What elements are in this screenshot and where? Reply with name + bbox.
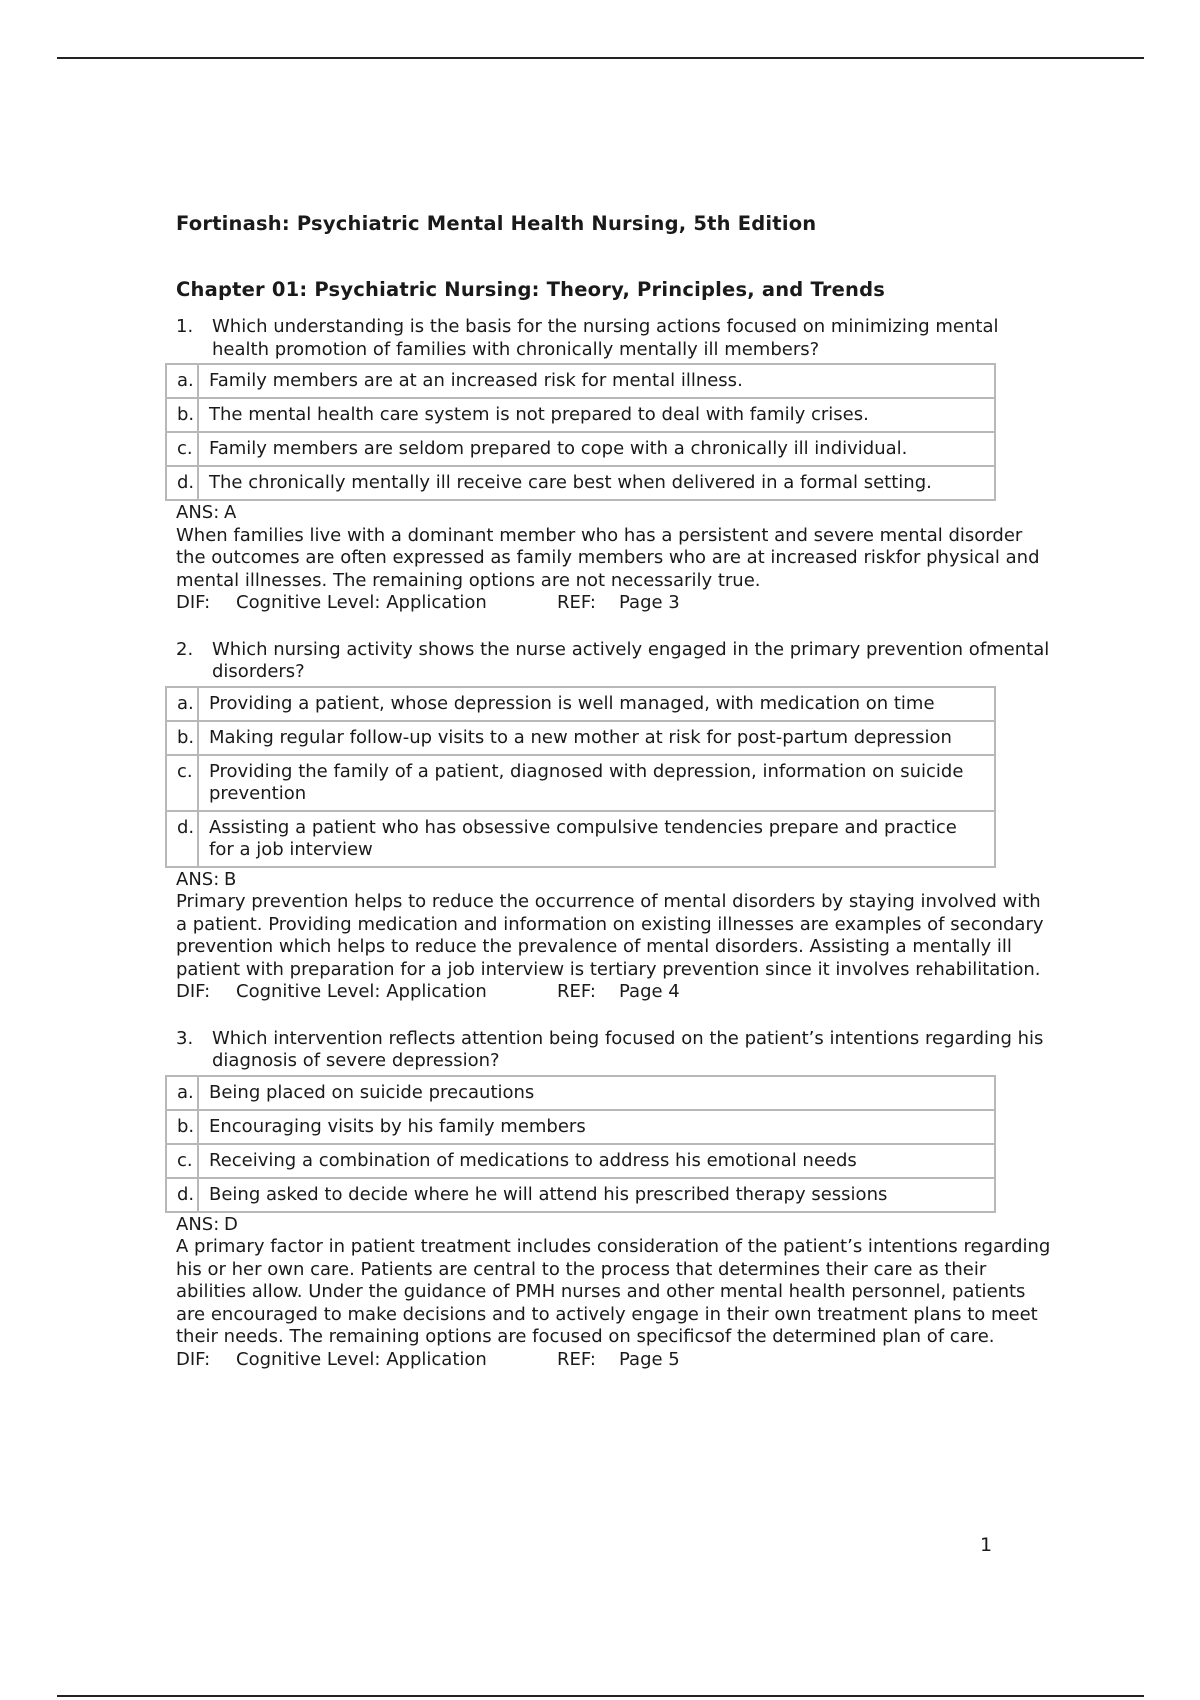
question-text: Which nursing activity shows the nurse actively engaged in the primary prevention ofmental disorders? — [212, 638, 1050, 682]
option-text: Being asked to decide where he will attend his prescribed therapy sessions — [198, 1178, 995, 1212]
header-rule — [57, 57, 1144, 59]
option-letter: b. — [166, 1110, 198, 1144]
option-text: Making regular follow-up visits to a new mother at risk for post-partum depression — [198, 721, 995, 755]
dif-label: DIF: — [176, 1348, 211, 1370]
question-1 — [176, 316, 1056, 615]
dif-label: DIF: — [176, 592, 211, 613]
question-3 — [176, 1028, 1056, 1372]
option-text: Assisting a patient who has obsessive compulsive tendencies prepare and practice for a job interview — [198, 811, 995, 867]
option-text: Family members are at an increased risk for mental illness. — [198, 364, 995, 398]
cognitive-level: Cognitive Level: Application — [236, 981, 487, 1002]
option-text: Providing the family of a patient, diagnosed with depression, information on suicide prevention — [198, 755, 995, 811]
question-number: 2. — [176, 638, 194, 660]
answer-label: ANS: — [176, 1213, 220, 1235]
cognitive-level: Cognitive Level: Application — [236, 592, 487, 613]
rationale: Primary prevention helps to reduce the occurrence of mental disorders by staying involved with a patient. Providing medication and information on existing illnesses are examples of secondary prevention which helps to reduce the prevalence of mental disorders. Assisting a mentally ill patient with preparation for a job interview is tertiary prevention since it involves rehabilitation. — [176, 891, 1044, 980]
option-row — [166, 1178, 995, 1212]
options-table — [165, 686, 996, 868]
meta-line — [176, 981, 1056, 1004]
option-text: The chronically mentally ill receive care best when delivered in a formal setting. — [198, 466, 995, 500]
option-letter: d. — [166, 466, 198, 500]
answer-value: A — [224, 502, 237, 523]
option-text: Providing a patient, whose depression is well managed, with medication on time — [198, 687, 995, 721]
option-row — [166, 755, 995, 811]
question-stem — [176, 316, 1056, 361]
option-letter: b. — [166, 721, 198, 755]
option-letter: d. — [166, 811, 198, 867]
page-ref: Page 3 — [619, 592, 680, 613]
ref-label: REF: — [557, 1348, 596, 1370]
chapter-title: Chapter 01: Psychiatric Nursing: Theory, Principles, and Trends — [176, 278, 886, 301]
meta-line — [176, 592, 1056, 615]
question-text: Which understanding is the basis for the nursing actions focused on minimizing mental health promotion of families with chronically mentally ill members? — [212, 316, 999, 360]
question-number: 3. — [176, 1027, 194, 1049]
option-letter: a. — [166, 687, 198, 721]
answer-line — [176, 869, 1056, 892]
option-row — [166, 398, 995, 432]
option-row — [166, 466, 995, 500]
option-text: Encouraging visits by his family members — [198, 1110, 995, 1144]
option-text: Receiving a combination of medications to address his emotional needs — [198, 1144, 995, 1178]
options-table — [165, 363, 996, 501]
answer-label: ANS: — [176, 868, 220, 890]
ref-label: REF: — [557, 981, 596, 1002]
option-letter: d. — [166, 1178, 198, 1212]
ref-label: REF: — [557, 592, 596, 613]
answer-line — [176, 502, 1056, 525]
answer-line — [176, 1214, 1056, 1237]
option-row — [166, 1076, 995, 1110]
option-text: Family members are seldom prepared to cope with a chronically ill individual. — [198, 432, 995, 466]
question-text: Which intervention reflects attention being focused on the patient’s intentions regarding his diagnosis of severe depression? — [212, 1027, 1044, 1071]
answer-value: D — [224, 1213, 238, 1235]
meta-line — [176, 1349, 1056, 1372]
question-stem — [176, 639, 1056, 684]
option-text: Being placed on suicide precautions — [198, 1076, 995, 1110]
question-number: 1. — [176, 316, 194, 337]
option-row — [166, 432, 995, 466]
dif-label: DIF: — [176, 981, 211, 1002]
option-row — [166, 1110, 995, 1144]
option-letter: a. — [166, 1076, 198, 1110]
option-letter: c. — [166, 1144, 198, 1178]
option-row — [166, 721, 995, 755]
question-2 — [176, 639, 1056, 1004]
option-letter: c. — [166, 755, 198, 811]
answer-label: ANS: — [176, 502, 220, 523]
option-row — [166, 1144, 995, 1178]
document-body — [176, 212, 1056, 1371]
footer-rule — [57, 1695, 1144, 1697]
option-text: The mental health care system is not prepared to deal with family crises. — [198, 398, 995, 432]
page-ref: Page 4 — [619, 981, 680, 1002]
option-row — [166, 811, 995, 867]
option-row — [166, 687, 995, 721]
question-stem — [176, 1028, 1056, 1073]
book-title: Fortinash: Psychiatric Mental Health Nursing, 5th Edition — [176, 212, 817, 235]
answer-value: B — [224, 868, 237, 890]
option-letter: c. — [166, 432, 198, 466]
page-number: 1 — [980, 1534, 993, 1556]
option-row — [166, 364, 995, 398]
rationale: A primary factor in patient treatment includes consideration of the patient’s intentions regarding his or her own care. Patients are central to the process that determines their care as their abilities allow. Under the guidance of PMH nurses and other mental health personnel, patients are encouraged to make decisions and to actively engage in their own treatment plans to meet their needs. The remaining options are focused on specificsof the determined plan of care. — [176, 1236, 1051, 1347]
page-ref: Page 5 — [619, 1348, 680, 1370]
options-table — [165, 1075, 996, 1213]
option-letter: a. — [166, 364, 198, 398]
rationale: When families live with a dominant member who has a persistent and severe mental disorder the outcomes are often expressed as family members who are at increased riskfor physical and mental illnesses. The remaining options are not necessarily true. — [176, 524, 1040, 591]
option-letter: b. — [166, 398, 198, 432]
cognitive-level: Cognitive Level: Application — [236, 1348, 487, 1370]
